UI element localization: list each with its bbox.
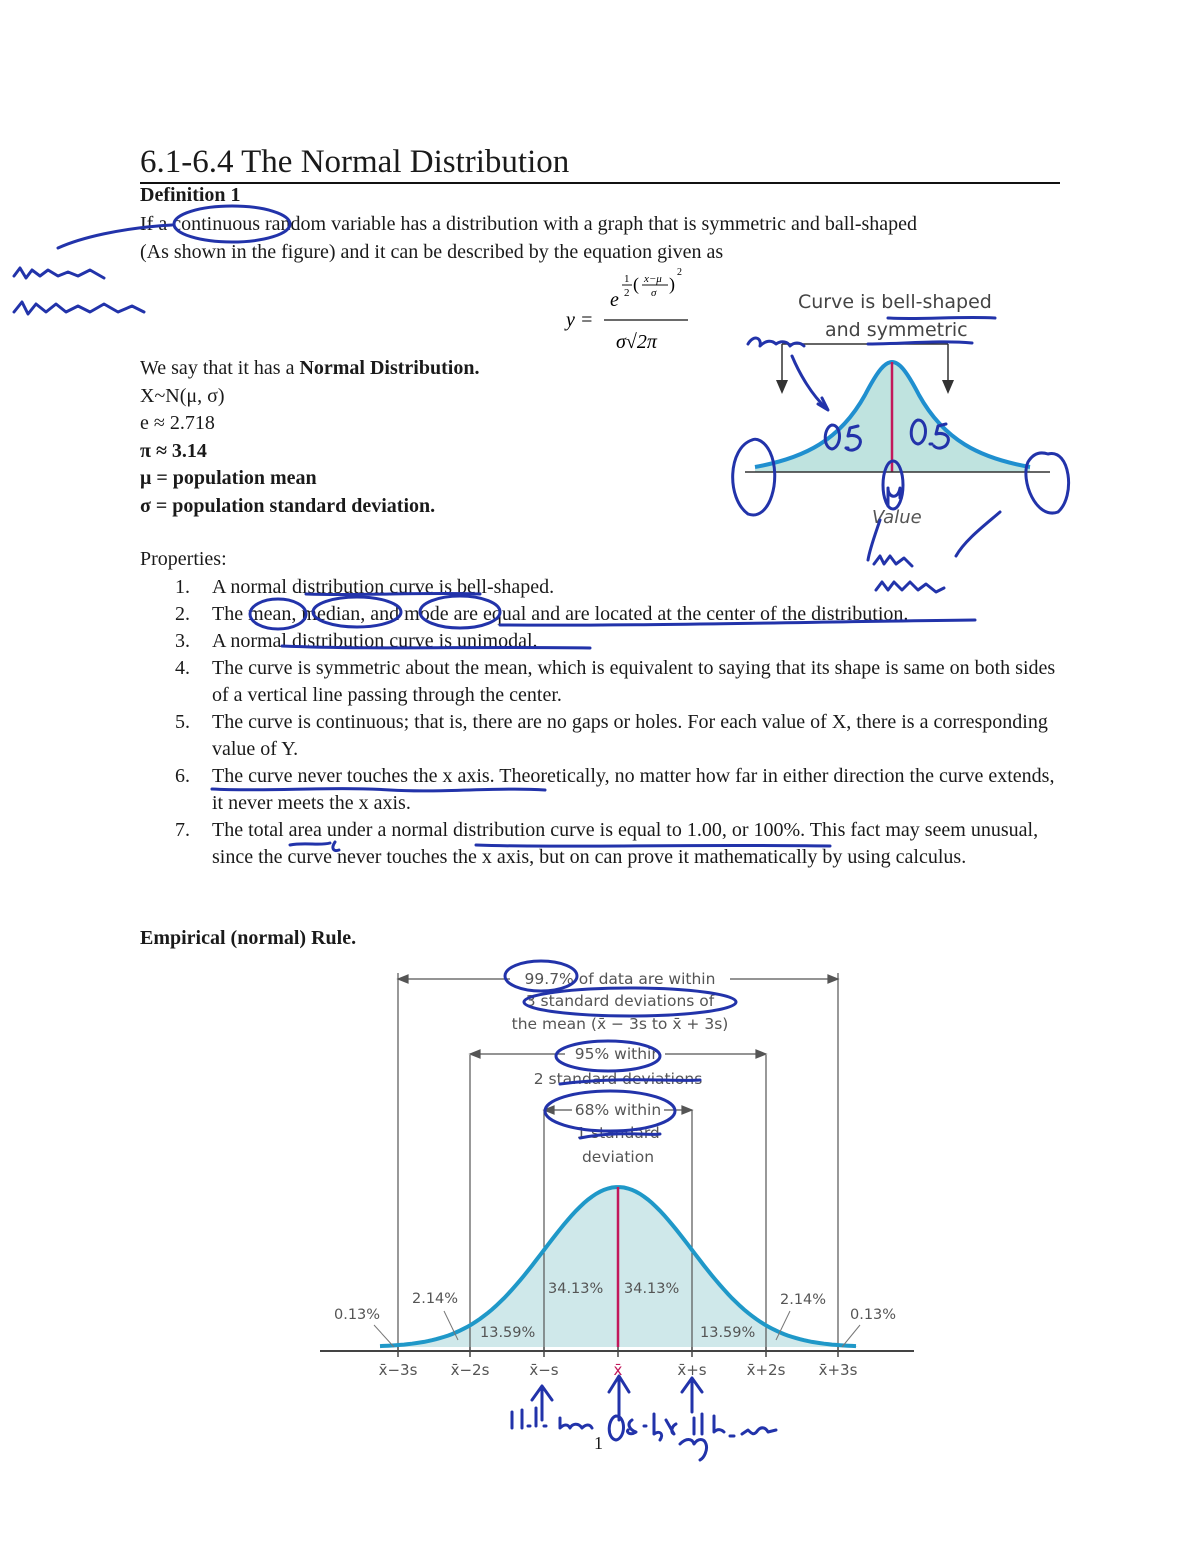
axis-tick-label: x̄−2s: [450, 1361, 490, 1379]
pct-mid-right: 13.59%: [700, 1325, 756, 1341]
pct-tail-right: 0.13%: [850, 1307, 897, 1323]
pct-center-right: 34.13%: [624, 1281, 680, 1297]
equation-e: e: [610, 289, 619, 311]
label-997-line-2: 3 standard deviations of: [525, 992, 715, 1010]
axis-tick-label: x̄+s: [677, 1361, 707, 1379]
notation-line: X~N(μ, σ): [140, 384, 225, 407]
label-68-line-1: 68% within: [574, 1101, 662, 1119]
property-text: The curve never touches the x axis. Theoretically, no matter how far in either direction the curve extends, it never meets the x axis.: [212, 765, 1055, 814]
definition-line-2: (As shown in the figure) and it can be described by the equation given as: [140, 241, 724, 263]
property-number: 1.: [175, 576, 190, 598]
property-item: [175, 601, 1065, 628]
axis-tick-label: x̄+3s: [818, 1361, 858, 1379]
page-number: 1: [594, 1433, 603, 1453]
equation-denominator: σ√2π: [616, 331, 657, 353]
ink-margin-note-1: [14, 268, 104, 278]
label-95-line-2: 2 standard deviations: [533, 1070, 703, 1088]
equation-exp-inner-den: σ: [651, 287, 657, 299]
label-68-line-3: deviation: [581, 1148, 655, 1166]
property-item: [175, 817, 1065, 871]
ink-note-away: [609, 1414, 676, 1440]
property-number: 3.: [175, 630, 190, 652]
property-text: A normal distribution curve is bell-shaped.: [212, 576, 555, 598]
pct-outer-right: 2.14%: [780, 1292, 827, 1308]
property-item: [175, 628, 1065, 655]
pct-tail-left: 0.13%: [334, 1307, 381, 1323]
sigma-definition-line: σ = population standard deviation.: [140, 494, 436, 517]
property-item: [175, 709, 1065, 763]
properties-list: [175, 574, 1065, 871]
ink-arrow-minus-s: [532, 1386, 552, 1420]
empirical-rule-heading: Empirical (normal) Rule.: [140, 927, 357, 949]
e-approx-line: e ≈ 2.718: [140, 412, 215, 434]
property-text: The curve is symmetric about the mean, which is equivalent to saying that its shape is same on both sides of a vertical line passing through the center.: [212, 657, 1056, 706]
property-text: The mean, median, and mode are equal and are located at the center of the distribution.: [212, 603, 909, 625]
property-number: 7.: [175, 819, 190, 841]
axis-tick-label: x̄−s: [529, 1361, 559, 1379]
label-997-line-3: the mean (x̄ − 3s to x̄ + 3s): [511, 1015, 729, 1033]
property-text: The total area under a normal distribution curve is equal to 1.00, or 100%. This fact may seem unusual, since the curve never touches the x axis, but on can prove it mathematically by using calculus.: [212, 819, 1039, 868]
pi-approx-line: π ≈ 3.14: [140, 439, 207, 462]
bell-caption-line-1: Curve is bell-shaped: [798, 291, 992, 313]
property-text: The curve is continuous; that is, there are no gaps or holes. For each value of X, there is a corresponding value of Y.: [212, 711, 1048, 760]
svg-text:): ): [669, 274, 675, 294]
mu-definition-line: μ = population mean: [140, 467, 317, 489]
equation-exp-num: 1: [624, 273, 630, 285]
bell-curve-figure: [730, 280, 1090, 540]
property-item: [175, 574, 1065, 601]
definition-label: Definition 1: [140, 184, 241, 206]
bell-caption-line-2: and symmetric: [825, 319, 968, 341]
label-68-line-2: 1 standard: [576, 1124, 660, 1142]
definition-notation-block: [140, 355, 479, 520]
page-title: 6.1-6.4 The Normal Distribution: [140, 142, 1060, 184]
label-95-line-1: 95% within: [574, 1045, 662, 1063]
pct-center-left: 34.13%: [548, 1281, 604, 1297]
property-number: 5.: [175, 711, 190, 733]
equation-exp-den: 2: [624, 287, 630, 299]
property-item: [175, 655, 1065, 709]
definition-line-1: If a continuous random variable has a distribution with a graph that is symmetric and ball-shaped: [140, 213, 918, 235]
bell-axis-label: Value: [872, 507, 922, 528]
property-number: 6.: [175, 765, 190, 787]
property-item: [175, 763, 1065, 817]
axis-tick-label: x̄+2s: [746, 1361, 786, 1379]
we-say-line: We say that it has a Normal Distribution.: [140, 357, 480, 379]
equation-exp-power: 2: [677, 267, 682, 278]
axis-tick-label: x̄−3s: [378, 1361, 418, 1379]
equation-exp-inner-num: x−μ: [644, 273, 662, 285]
ink-margin-note-2: [14, 302, 144, 314]
property-text: A normal distribution curve is unimodal.: [212, 630, 538, 652]
pct-outer-left: 2.14%: [412, 1291, 459, 1307]
properties-label: Properties:: [140, 548, 227, 570]
equation-lhs: y =: [566, 309, 594, 331]
property-number: 2.: [175, 603, 190, 625]
ink-note-above: [680, 1414, 776, 1460]
pct-mid-left: 13.59%: [480, 1325, 536, 1341]
definition-paragraph: [140, 210, 1065, 266]
empirical-rule-figure: [310, 955, 930, 1385]
ink-note-below: [512, 1408, 592, 1428]
property-number: 4.: [175, 657, 190, 679]
normal-pdf-equation: [560, 262, 700, 357]
svg-text:(: (: [633, 274, 639, 294]
label-997-line-1: 99.7% of data are within: [524, 970, 716, 988]
axis-tick-label: x̄: [613, 1361, 623, 1379]
